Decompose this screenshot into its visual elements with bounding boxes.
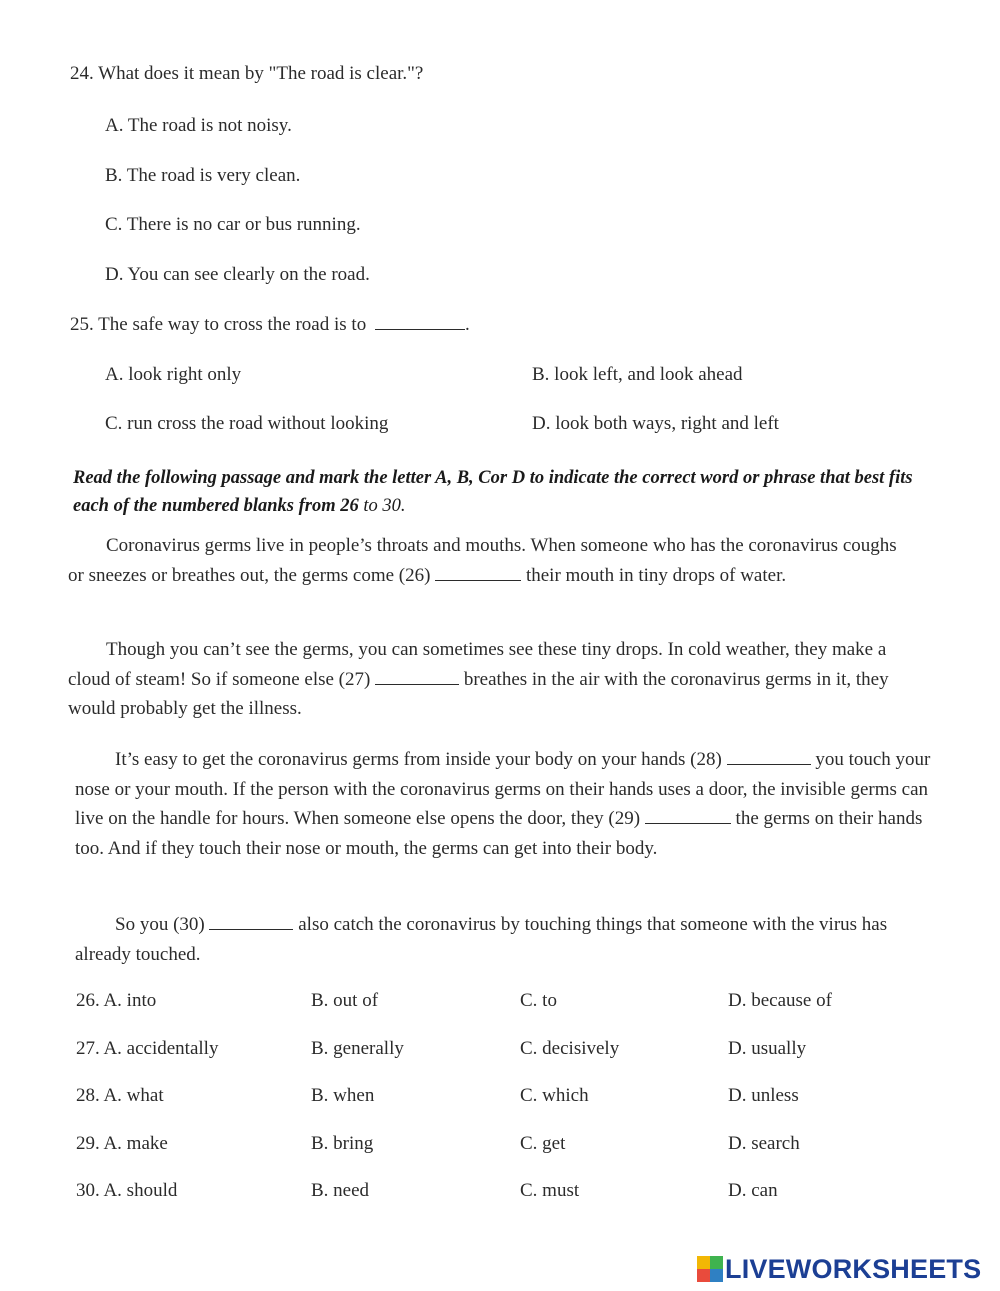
q24-option-c: C. There is no car or bus running. bbox=[105, 214, 361, 235]
blank-28 bbox=[727, 762, 811, 765]
passage-paragraph-1 bbox=[68, 531, 898, 590]
question-25-text: 25. The safe way to cross the road is to bbox=[70, 314, 367, 335]
blank-27 bbox=[375, 682, 459, 685]
answer-30-a: 30. A. should bbox=[76, 1180, 178, 1201]
logo-square-2 bbox=[710, 1256, 723, 1269]
question-25-end: . bbox=[464, 314, 470, 335]
question-25 bbox=[70, 315, 470, 334]
blank-30 bbox=[209, 927, 293, 930]
answer-26-c: C. to bbox=[520, 990, 557, 1011]
q25-option-c: C. run cross the road without looking bbox=[105, 413, 389, 434]
p3-text-before: It’s easy to get the coronavirus germs from inside your body on your hands (28) bbox=[115, 749, 722, 770]
p2-text-before: Though you can’t see the germs, you can sometimes see these tiny drops. In cold weather, they make a cloud of steam! So if someone else (27) bbox=[68, 639, 887, 690]
answer-30-d: D. can bbox=[728, 1180, 778, 1201]
answer-26-a: 26. A. into bbox=[76, 990, 157, 1011]
answer-29-c: C. get bbox=[520, 1133, 566, 1154]
instruction-bold: Read the following passage and mark the letter A, B, Cor D to indicate the correct word or phrase that best fits each of the numbered blanks from 26 bbox=[73, 468, 913, 516]
p1-text-after: their mouth in tiny drops of water. bbox=[525, 564, 787, 586]
q24-option-a: A. The road is not noisy. bbox=[105, 115, 292, 136]
p4-text-after: also catch the coronavirus by touching things that someone with the virus has already touched. bbox=[75, 914, 888, 965]
answer-29-d: D. search bbox=[728, 1133, 800, 1154]
q25-option-d: D. look both ways, right and left bbox=[532, 413, 779, 434]
answer-30-c: C. must bbox=[520, 1180, 580, 1201]
p3-text-middle: you touch your nose or your mouth. If the person with the coronavirus germs on their hands uses a door, the invisible germs can live on the handle for hours. When someone else opens the door, they (29) bbox=[75, 749, 931, 829]
logo-square-4 bbox=[710, 1269, 723, 1282]
q24-option-d: D. You can see clearly on the road. bbox=[105, 264, 370, 285]
question-24: 24. What does it mean by "The road is clear."? bbox=[70, 63, 424, 84]
answer-27-d: D. usually bbox=[728, 1038, 807, 1059]
blank-25 bbox=[375, 327, 465, 330]
p1-text-before: Coronavirus germs live in people’s throats and mouths. When someone who has the coronavirus coughs or sneezes or breathes out, the germs come (26) bbox=[68, 535, 897, 586]
answer-26-b: B. out of bbox=[311, 990, 379, 1011]
answer-28-c: C. which bbox=[520, 1085, 589, 1106]
q25-option-a: A. look right only bbox=[105, 364, 242, 385]
logo-square-3 bbox=[697, 1269, 710, 1282]
answer-29-b: B. bring bbox=[311, 1133, 374, 1154]
liveworksheets-watermark bbox=[697, 1254, 981, 1284]
instruction-regular: to 30. bbox=[363, 496, 406, 516]
answer-28-b: B. when bbox=[311, 1085, 375, 1106]
passage-paragraph-2 bbox=[68, 635, 898, 724]
p2-text-after: breathes in the air with the coronavirus germs in it, they would probably get the illness. bbox=[68, 668, 889, 719]
p4-text-before: So you (30) bbox=[115, 914, 205, 935]
answer-30-b: B. need bbox=[311, 1180, 370, 1201]
passage-paragraph-4 bbox=[75, 910, 935, 969]
p3-text-after: the germs on their hands too. And if they touch their nose or mouth, the germs can get into their body. bbox=[75, 808, 923, 859]
answer-29-a: 29. A. make bbox=[76, 1133, 168, 1154]
answer-27-c: C. decisively bbox=[520, 1038, 620, 1059]
passage-instruction bbox=[73, 464, 913, 520]
answer-27-b: B. generally bbox=[311, 1038, 404, 1059]
liveworksheets-wordmark: LIVEWORKSHEETS bbox=[725, 1253, 982, 1284]
q24-option-b: B. The road is very clean. bbox=[105, 165, 301, 186]
passage-paragraph-3 bbox=[75, 745, 937, 863]
answer-26-d: D. because of bbox=[728, 990, 832, 1011]
liveworksheets-logo-icon bbox=[697, 1256, 723, 1282]
blank-26 bbox=[435, 578, 521, 581]
blank-29 bbox=[645, 821, 731, 824]
answer-28-a: 28. A. what bbox=[76, 1085, 164, 1106]
answer-28-d: D. unless bbox=[728, 1085, 799, 1106]
logo-square-1 bbox=[697, 1256, 710, 1269]
q25-option-b: B. look left, and look ahead bbox=[532, 364, 743, 385]
answer-27-a: 27. A. accidentally bbox=[76, 1038, 219, 1059]
